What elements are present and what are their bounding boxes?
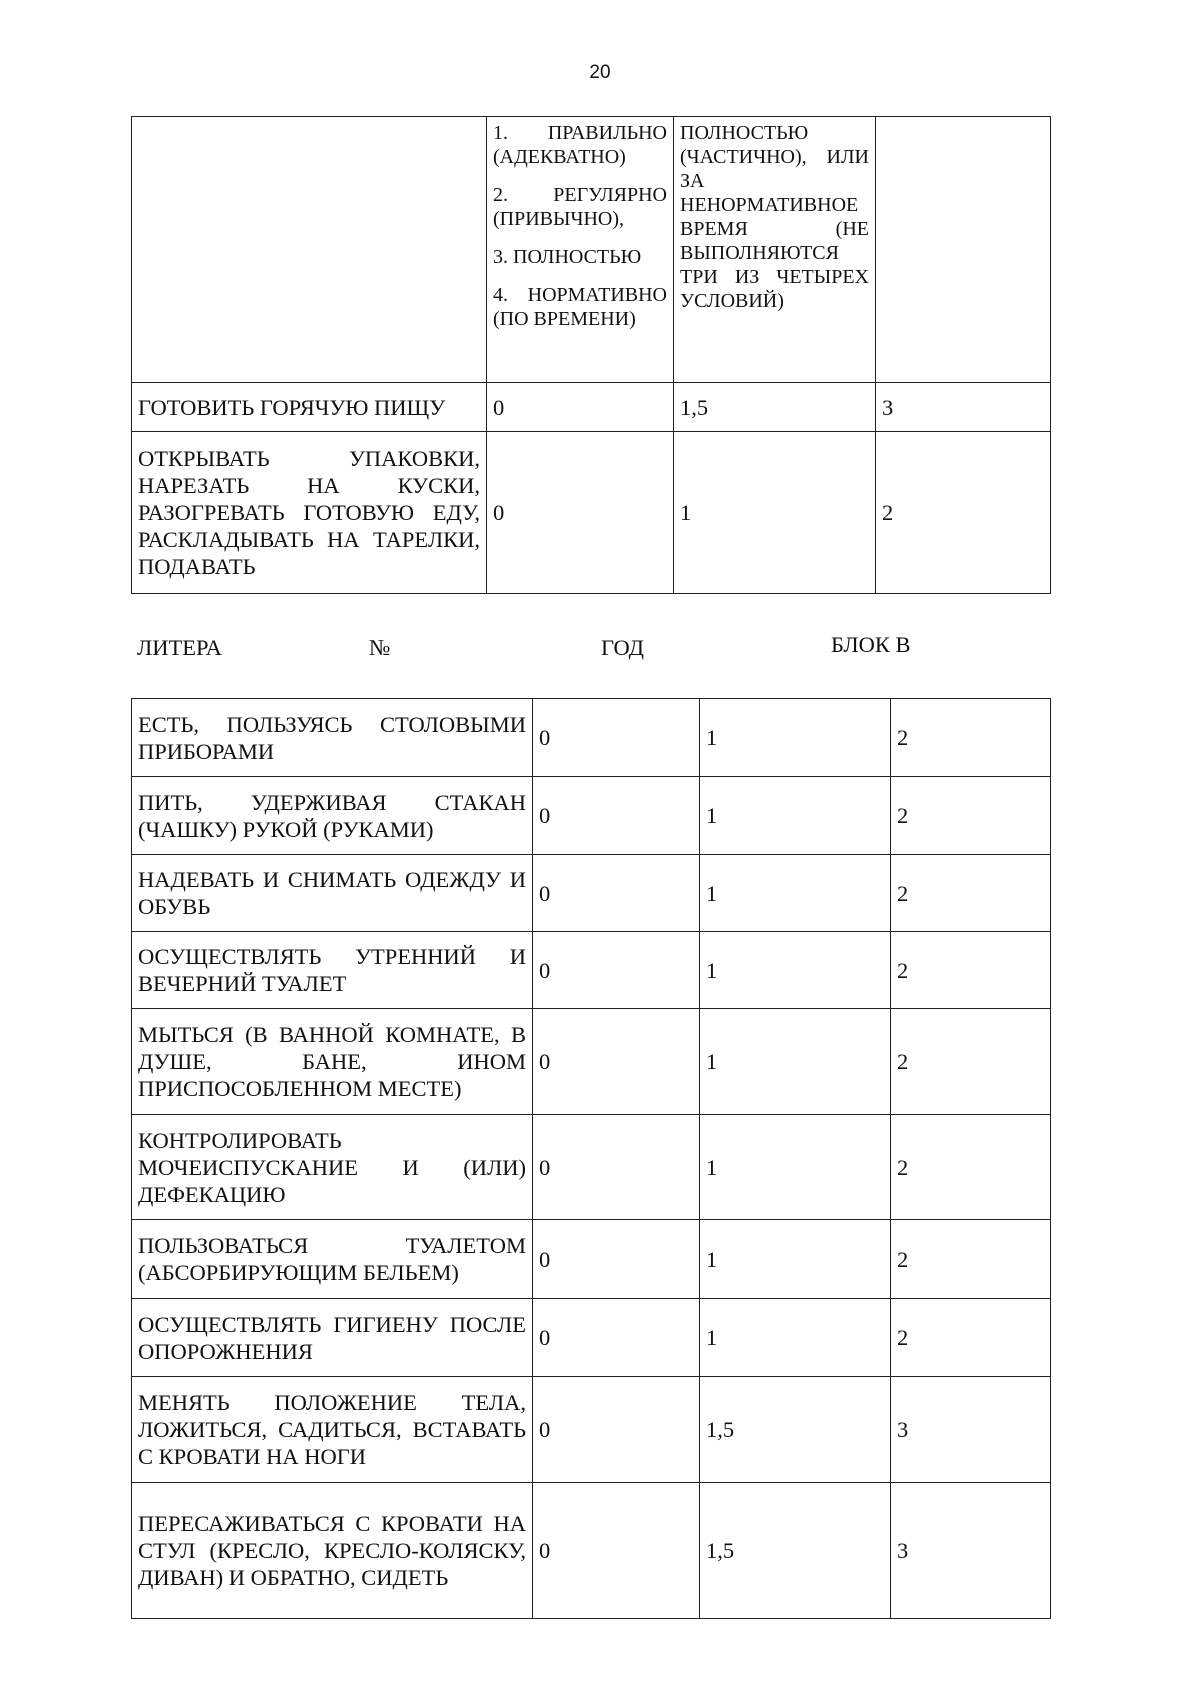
row-value-1: 0 [533, 1483, 700, 1619]
row-value-1: 0 [487, 383, 674, 432]
row-value-1: 0 [533, 932, 700, 1009]
row-value-2: 1 [700, 1299, 891, 1377]
header-empty-cell-right [876, 117, 1051, 383]
year-label: ГОД [601, 635, 644, 660]
row-label: ЕСТЬ, ПОЛЬЗУЯСЬ СТОЛОВЫМИ ПРИБОРАМИ [132, 699, 533, 777]
row-value-2: 1 [700, 855, 891, 932]
row-value-2: 1 [700, 1009, 891, 1115]
row-value-3: 2 [891, 699, 1051, 777]
criteria-2: 2. РЕГУЛЯРНО (ПРИВЫЧНО), [493, 184, 667, 230]
row-value-3: 3 [891, 1377, 1051, 1483]
page-number: 20 [589, 62, 611, 83]
row-label: ПЕРЕСАЖИВАТЬСЯ С КРОВАТИ НА СТУЛ (КРЕСЛО, КРЕСЛО-КОЛЯСКУ, ДИВАН) И ОБРАТНО, СИДЕТЬ [132, 1483, 533, 1619]
row-value-1: 0 [533, 777, 700, 855]
litera-label: ЛИТЕРА [137, 635, 222, 660]
table-row [132, 777, 1051, 855]
row-value-1: 0 [533, 1115, 700, 1220]
row-value-2: 1,5 [700, 1483, 891, 1619]
row-value-3: 2 [891, 855, 1051, 932]
row-value-2: 1,5 [674, 383, 876, 432]
litera-field [137, 632, 228, 661]
row-value-1: 0 [533, 1377, 700, 1483]
table-row [132, 1009, 1051, 1115]
row-label: МЫТЬСЯ (В ВАННОЙ КОМНАТЕ, В ДУШЕ, БАНЕ, ИНОМ ПРИСПОСОБЛЕННОМ МЕСТЕ) [132, 1009, 533, 1115]
row-value-3: 2 [891, 1115, 1051, 1220]
criteria-4: 4. НОРМАТИВНО (ПО ВРЕМЕНИ) [493, 284, 667, 330]
row-value-3: 2 [891, 1220, 1051, 1299]
row-label: ОСУЩЕСТВЛЯТЬ ГИГИЕНУ ПОСЛЕ ОПОРОЖНЕНИЯ [132, 1299, 533, 1377]
table-row [132, 932, 1051, 1009]
table-row [132, 1299, 1051, 1377]
row-label: ОСУЩЕСТВЛЯТЬ УТРЕННИЙ И ВЕЧЕРНИЙ ТУАЛЕТ [132, 932, 533, 1009]
row-value-1: 0 [533, 1009, 700, 1115]
row-value-1: 0 [487, 432, 674, 594]
header-criteria-cell [487, 117, 674, 383]
row-value-2: 1 [674, 432, 876, 594]
table-row [132, 1220, 1051, 1299]
header-partial-cell [674, 117, 876, 383]
row-value-3: 3 [876, 383, 1051, 432]
table-row [132, 1377, 1051, 1483]
table-header-row [132, 117, 1051, 383]
row-value-1: 0 [533, 699, 700, 777]
year-field [601, 632, 650, 661]
table-row [132, 855, 1051, 932]
table-row [132, 432, 1051, 594]
block-label: БЛОК В [831, 632, 911, 657]
row-label: КОНТРОЛИРОВАТЬ МОЧЕИСПУСКАНИЕ И (ИЛИ) ДЕФЕКАЦИЮ [132, 1115, 533, 1220]
row-label: МЕНЯТЬ ПОЛОЖЕНИЕ ТЕЛА, ЛОЖИТЬСЯ, САДИТЬСЯ, ВСТАВАТЬ С КРОВАТИ НА НОГИ [132, 1377, 533, 1483]
row-value-3: 2 [876, 432, 1051, 594]
row-label: ОТКРЫВАТЬ УПАКОВКИ, НАРЕЗАТЬ НА КУСКИ, РАЗОГРЕВАТЬ ГОТОВУЮ ЕДУ, РАСКЛАДЫВАТЬ НА ТАРЕЛКИ, ПОДАВАТЬ [132, 432, 487, 594]
row-value-2: 1 [700, 1220, 891, 1299]
row-value-2: 1,5 [700, 1377, 891, 1483]
table-row [132, 1115, 1051, 1220]
criteria-3: 3. ПОЛНОСТЬЮ [493, 246, 642, 268]
row-label: НАДЕВАТЬ И СНИМАТЬ ОДЕЖДУ И ОБУВЬ [132, 855, 533, 932]
partial-condition: ПОЛНОСТЬЮ (ЧАСТИЧНО), ИЛИ ЗА НЕНОРМАТИВНОЕ ВРЕМЯ (НЕ ВЫПОЛНЯЮТСЯ ТРИ ИЗ ЧЕТЫРЕХ УСЛОВИЙ) [680, 122, 869, 312]
table-row [132, 1483, 1051, 1619]
row-value-1: 0 [533, 1299, 700, 1377]
header-empty-cell [132, 117, 487, 383]
row-value-2: 1 [700, 699, 891, 777]
number-sign-label: № [369, 635, 391, 660]
assessment-table-bottom [131, 698, 1051, 1619]
row-value-3: 2 [891, 1009, 1051, 1115]
row-value-3: 2 [891, 1299, 1051, 1377]
row-value-3: 2 [891, 932, 1051, 1009]
row-value-1: 0 [533, 855, 700, 932]
row-label: ПОЛЬЗОВАТЬСЯ ТУАЛЕТОМ (АБСОРБИРУЮЩИМ БЕЛЬЕМ) [132, 1220, 533, 1299]
row-value-3: 3 [891, 1483, 1051, 1619]
table-row [132, 699, 1051, 777]
row-value-1: 0 [533, 1220, 700, 1299]
row-value-2: 1 [700, 932, 891, 1009]
row-value-2: 1 [700, 1115, 891, 1220]
row-value-2: 1 [700, 777, 891, 855]
row-label: ГОТОВИТЬ ГОРЯЧУЮ ПИЩУ [132, 383, 487, 432]
row-value-3: 2 [891, 777, 1051, 855]
row-label: ПИТЬ, УДЕРЖИВАЯ СТАКАН (ЧАШКУ) РУКОЙ (РУКАМИ) [132, 777, 533, 855]
form-header [137, 632, 1037, 666]
number-field [369, 632, 396, 661]
assessment-table-top [131, 116, 1051, 594]
table-row [132, 383, 1051, 432]
criteria-1: 1. ПРАВИЛЬНО (АДЕКВАТНО) [493, 122, 667, 168]
